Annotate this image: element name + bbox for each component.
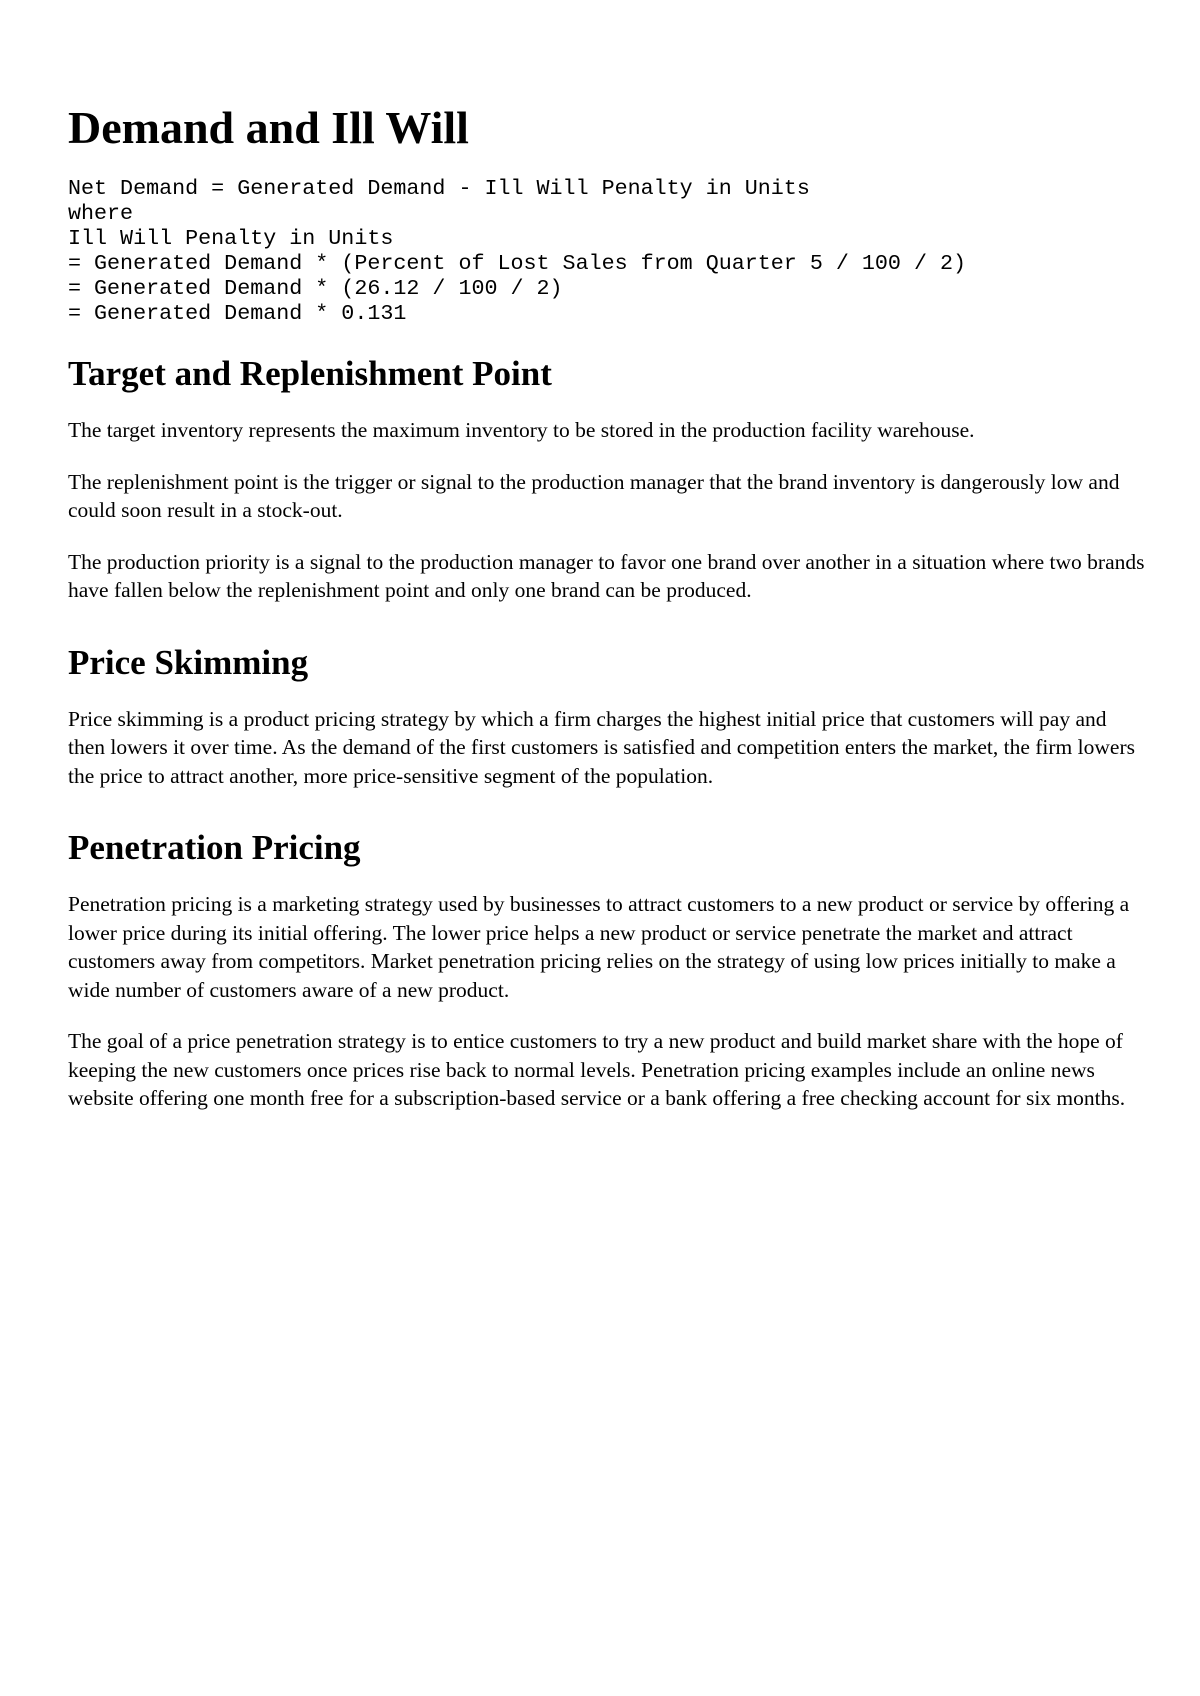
section-heading-target-replenishment: Target and Replenishment Point <box>68 354 552 393</box>
formula-line: = Generated Demand * (26.12 / 100 / 2) <box>68 276 563 301</box>
paragraph: Penetration pricing is a marketing strategy used by businesses to attract customers to a new product or service by offering a lower price during its initial offering. The lower price helps a new product or service penetrate the market and attract customers away from competitors. Market penetration pricing relies on the strategy of using low prices initially to make a wide number of customers aware of a new product. <box>68 892 1130 1002</box>
paragraph: The goal of a price penetration strategy is to entice customers to try a new product and build market share with the hope of keeping the new customers once prices rise back to normal levels. Penetration pricing examples include an online news website offering one month free for a subscription-based service or a bank offering a free checking account for six months. <box>68 1029 1126 1110</box>
formula-line: where <box>68 201 134 226</box>
section-heading-penetration-pricing: Penetration Pricing <box>68 828 361 867</box>
formula-line: = Generated Demand * 0.131 <box>68 301 407 326</box>
paragraph: The production priority is a signal to the production manager to favor one brand over another in a situation where two brands have fallen below the replenishment point and only one brand can be produced. <box>68 549 1145 602</box>
ill-will-formula <box>68 176 1148 326</box>
paragraph: The target inventory represents the maximum inventory to be stored in the production facility warehouse. <box>68 418 975 442</box>
page-title: Demand and Ill Will <box>68 102 469 153</box>
formula-line: Ill Will Penalty in Units <box>68 226 394 251</box>
paragraph: Price skimming is a product pricing strategy by which a firm charges the highest initial price that customers will pay and then lowers it over time. As the demand of the first customers is satisfied and competition enters the market, the firm lowers the price to attract another, more price-sensitive segment of the population. <box>68 706 1135 788</box>
formula-line: Net Demand = Generated Demand - Ill Will Penalty in Units <box>68 176 810 201</box>
document-page <box>68 100 1148 1136</box>
paragraph: The replenishment point is the trigger or signal to the production manager that the brand inventory is dangerously low and could soon result in a stock-out. <box>68 469 1120 522</box>
section-heading-price-skimming: Price Skimming <box>68 642 309 682</box>
formula-line: = Generated Demand * (Percent of Lost Sales from Quarter 5 / 100 / 2) <box>68 251 967 276</box>
